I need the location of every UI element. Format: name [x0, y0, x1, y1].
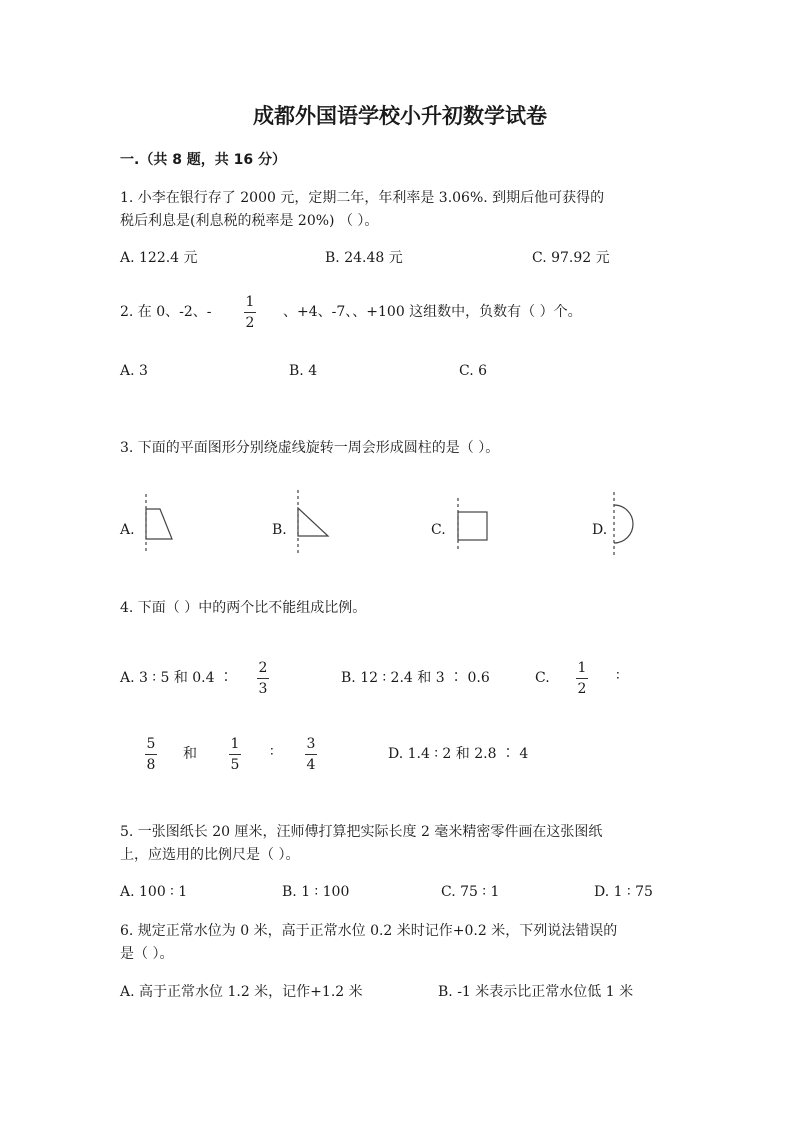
q1-option-a: A. 122.4 元 — [120, 250, 198, 266]
q2-option-c: C. 6 — [459, 363, 488, 379]
q5-option-b: B. 1 ∶ 100 — [282, 884, 350, 900]
fraction-numerator: 3 — [306, 736, 316, 752]
q4-option-c: C. — [535, 670, 550, 686]
q2-fraction-denominator: 2 — [245, 315, 255, 331]
q4-c3-fraction — [229, 736, 241, 773]
q5-option-a: A. 100 ∶ 1 — [120, 884, 188, 900]
q5-text-line1: 5. 一张图纸长 20 厘米，汪师傅打算把实际长度 2 毫米精密零件画在这张图纸 — [120, 824, 603, 840]
q2-option-b: B. 4 — [289, 363, 318, 379]
fraction-denominator: 2 — [577, 681, 587, 697]
q4-option-b: B. 12 ∶ 2.4 和 3 ∶ 0.6 — [341, 670, 490, 686]
trapezoid-figure — [138, 492, 178, 556]
q4-c-fraction — [576, 660, 588, 697]
fraction-numerator: 1 — [577, 660, 587, 676]
page-title: 成都外国语学校小升初数学试卷 — [253, 104, 547, 128]
q6-option-a: A. 高于正常水位 1.2 米，记作+1.2 米 — [120, 984, 363, 1000]
q1-text-line2: 税后利息是(利息税的税率是 20%) （ ）。 — [120, 213, 379, 229]
q2-fraction-numerator: 1 — [245, 294, 255, 310]
q6-option-b: B. -1 米表示比正常水位低 1 米 — [438, 984, 634, 1000]
fraction-bar — [576, 678, 588, 679]
fraction-bar — [145, 754, 157, 755]
q3-option-b-label: B. — [272, 522, 287, 538]
and-word: 和 — [183, 746, 197, 762]
q1-text-line1: 1. 小李在银行存了 2000 元，定期二年，年利率是 3.06%. 到期后他可获得的 — [120, 190, 605, 206]
q4-a-fraction — [257, 660, 269, 697]
q5-text-line2: 上，应选用的比例尺是（ ）。 — [120, 847, 300, 863]
ratio-colon: ∶ — [616, 668, 620, 684]
fraction-denominator: 3 — [258, 681, 268, 697]
q2-option-a: A. 3 — [120, 363, 148, 379]
fraction-bar — [257, 678, 269, 679]
fraction-bar — [305, 754, 317, 755]
fraction-numerator: 5 — [146, 736, 156, 752]
q2-fraction — [244, 294, 256, 331]
fraction-denominator: 8 — [146, 757, 156, 773]
section-heading: 一.（共 8 题，共 16 分） — [120, 152, 287, 168]
q4-option-a: A. 3 ∶ 5 和 0.4 ∶ — [120, 670, 233, 686]
q3-option-c-label: C. — [431, 522, 446, 538]
rectangle-figure — [450, 496, 494, 554]
q4-c4-fraction — [305, 736, 317, 773]
q4-c2-fraction — [145, 736, 157, 773]
q6-text-line2: 是（ ）。 — [120, 946, 174, 962]
q1-option-b: B. 24.48 元 — [325, 250, 403, 266]
q2-text-pre: 2. 在 0、-2、- — [120, 304, 212, 320]
semicircle-figure — [606, 490, 642, 558]
q4-option-d: D. 1.4 ∶ 2 和 2.8 ∶ 4 — [388, 746, 529, 762]
q5-option-d: D. 1 ∶ 75 — [594, 884, 653, 900]
ratio-colon: ∶ — [270, 744, 274, 760]
q5-option-c: C. 75 ∶ 1 — [441, 884, 500, 900]
fraction-bar — [244, 312, 256, 313]
q3-option-a-label: A. — [120, 522, 135, 538]
q6-text-line1: 6. 规定正常水位为 0 米，高于正常水位 0.2 米时记作+0.2 米，下列说法错误的 — [120, 923, 618, 939]
q3-option-d-label: D. — [592, 522, 608, 538]
fraction-numerator: 1 — [230, 736, 240, 752]
q4-text: 4. 下面（ ）中的两个比不能组成比例。 — [120, 600, 367, 616]
triangle-figure — [290, 488, 334, 556]
q2-text-post: 、+4、-7、、+100 这组数中，负数有（ ）个。 — [283, 304, 582, 320]
fraction-denominator: 5 — [230, 757, 240, 773]
fraction-bar — [229, 754, 241, 755]
fraction-numerator: 2 — [258, 660, 268, 676]
fraction-denominator: 4 — [306, 757, 316, 773]
q1-option-c: C. 97.92 元 — [532, 250, 610, 266]
q3-text: 3. 下面的平面图形分别绕虚线旋转一周会形成圆柱的是（ ）。 — [120, 440, 500, 456]
